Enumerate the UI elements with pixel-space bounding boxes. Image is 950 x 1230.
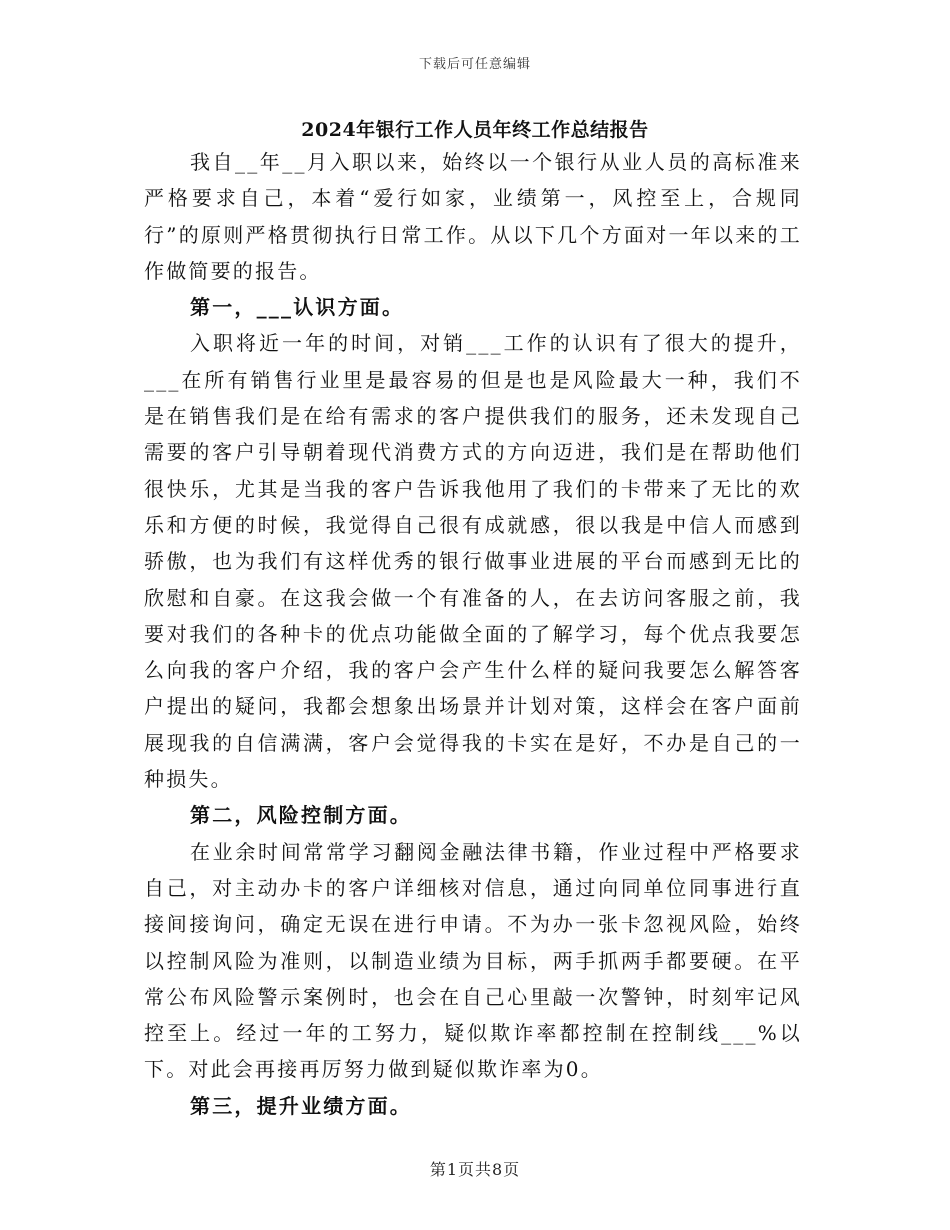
document-title: 2024年银行工作人员年终工作总结报告 bbox=[301, 119, 649, 141]
section-heading-performance: 第三，提升业绩方面。 bbox=[190, 1093, 412, 1118]
awareness-paragraph: 入职将近一年的时间，对销___工作的认识有了很大的提升，___在所有销售行业里是最容易的但是也是风险最大一种，我们不是在销售我们是在给有需求的客户提供我们的服务，还未发现自己需要的客户引导朝着现代消费方式的方向迈进，我们是在帮助他们很快乐，尤其是当我的客户告诉我他用了我们的卡带来了无比的欢乐和方便的时候，我觉得自己很有成就感，很以我是中信人而感到骄傲，也为我们有这样优秀的银行做事业进展的平台而感到无比的欣慰和自豪。在这我会做一个有准备的人，在去访问客服之前，我要对我们的各种卡的优点功能做全面的了解学习，每个优点我要怎么向我的客户介绍，我的客户会产生什么样的疑问我要怎么解答客户提出的疑问，我都会想象出场景并计划对策，这样会在客户面前展现我的自信满满，客户会觉得我的卡实在是好，不办是自己的一种损失。 bbox=[144, 331, 802, 792]
section-heading-awareness: 第一，___认识方面。 bbox=[190, 295, 405, 320]
page-number-footer: 第1页共8页 bbox=[429, 1160, 521, 1179]
intro-paragraph: 我自__年__月入职以来，始终以一个银行从业人员的高标准来严格要求自己，本着“爱行如家，业绩第一，风控至上，合规同行”的原则严格贯彻执行日常工作。从以下几个方面对一年以来的工作做简要的报告。 bbox=[144, 150, 802, 283]
section-heading-risk-control: 第二，风险控制方面。 bbox=[190, 803, 412, 828]
page-header-note: 下载后可任意编辑 bbox=[418, 57, 531, 72]
document-body bbox=[144, 144, 802, 1124]
risk-control-paragraph: 在业余时间常常学习翻阅金融法律书籍，作业过程中严格要求自己，对主动办卡的客户详细核对信息，通过向同单位同事进行直接间接询问，确定无误在进行申请。不为办一张卡忽视风险，始终以控制风险为准则，以制造业绩为目标，两手抓两手都要硬。在平常公布风险警示案例时，也会在自己心里敲一次警钟，时刻牢记风控至上。经过一年的工努力，疑似欺诈率都控制在控制线___%以下。对此会再接再厉努力做到疑似欺诈率为0。 bbox=[144, 839, 802, 1082]
